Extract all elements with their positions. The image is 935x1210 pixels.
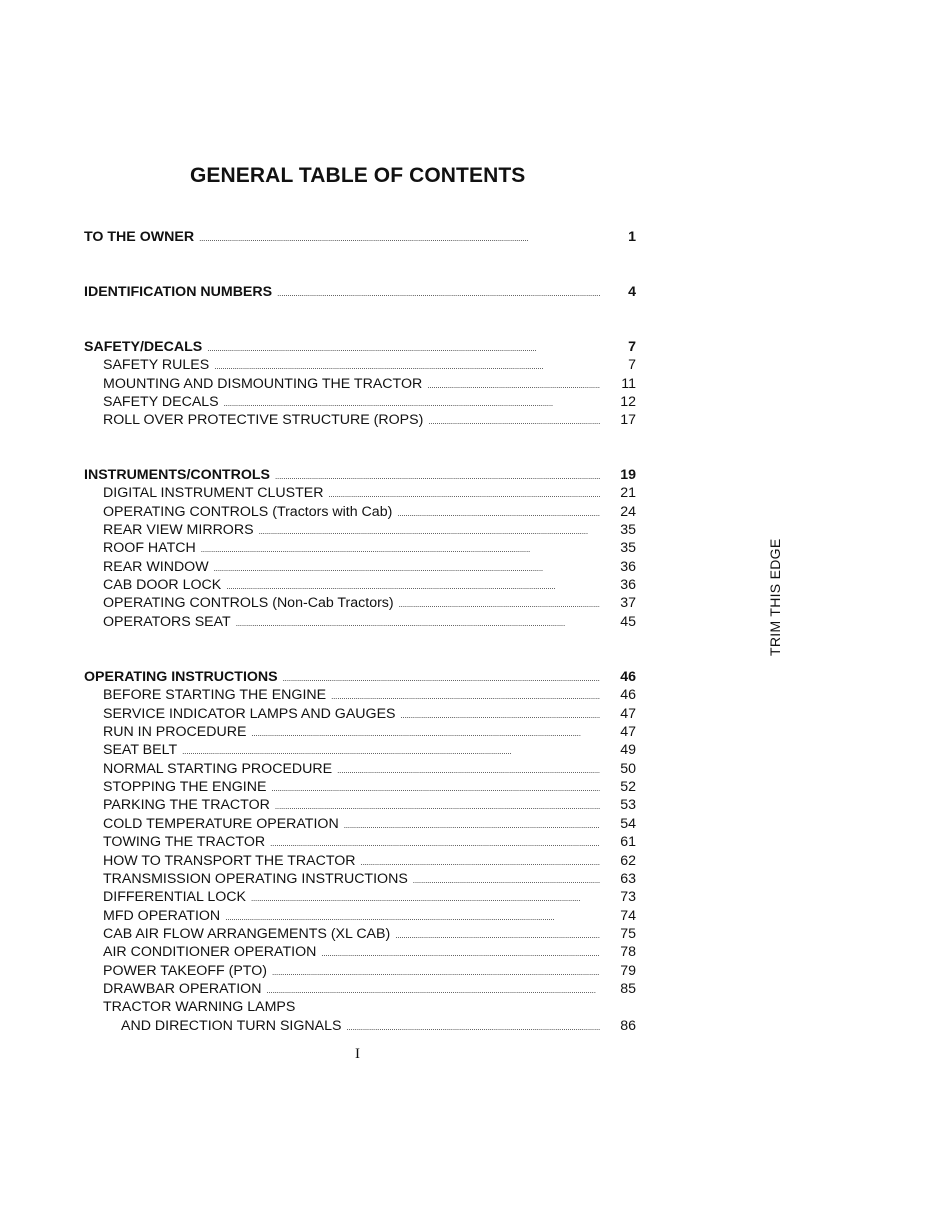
entry-page-number: 17 bbox=[620, 412, 636, 429]
entry-page-number: 21 bbox=[620, 485, 636, 502]
dot-leader bbox=[300, 998, 600, 1016]
entry-title: REAR VIEW MIRRORS bbox=[103, 522, 254, 539]
dot-leader bbox=[275, 466, 600, 484]
entry-title: CAB DOOR LOCK bbox=[103, 577, 222, 594]
dot-leader bbox=[283, 668, 600, 686]
section-heading bbox=[84, 466, 636, 484]
entry-title: SAFETY RULES bbox=[103, 357, 210, 374]
toc-entry bbox=[84, 705, 636, 723]
dot-leader bbox=[328, 484, 600, 502]
entry-page-number: 85 bbox=[620, 980, 636, 997]
toc-entry bbox=[84, 980, 636, 998]
dot-leader bbox=[182, 741, 600, 759]
dot-leader bbox=[236, 613, 600, 631]
entry-title: OPERATING INSTRUCTIONS bbox=[84, 669, 278, 685]
entry-title: SAFETY/DECALS bbox=[84, 339, 203, 355]
toc-entry bbox=[84, 815, 636, 833]
entry-title: OPERATING CONTROLS (Non-Cab Tractors) bbox=[103, 595, 394, 612]
entry-page-number: 4 bbox=[628, 284, 636, 300]
entry-title: NORMAL STARTING PROCEDURE bbox=[103, 760, 333, 777]
entry-page-number: 52 bbox=[620, 779, 636, 796]
toc-entry bbox=[84, 503, 636, 521]
dot-leader bbox=[337, 760, 600, 778]
toc-entry bbox=[84, 888, 636, 906]
entry-page-number: 73 bbox=[620, 889, 636, 906]
entry-page-number: 1 bbox=[628, 229, 636, 245]
entry-title: OPERATORS SEAT bbox=[103, 613, 231, 630]
entry-title: MOUNTING AND DISMOUNTING THE TRACTOR bbox=[103, 375, 423, 392]
toc-entry bbox=[84, 741, 636, 759]
entry-page-number: 36 bbox=[620, 577, 636, 594]
page-number: I bbox=[355, 1046, 360, 1062]
dot-leader bbox=[413, 870, 600, 888]
dot-leader bbox=[401, 705, 601, 723]
entry-page-number: 50 bbox=[620, 760, 636, 777]
entry-title: ROOF HATCH bbox=[103, 540, 196, 557]
entry-title: OPERATING CONTROLS (Tractors with Cab) bbox=[103, 503, 393, 520]
entry-title: DRAWBAR OPERATION bbox=[103, 980, 262, 997]
dot-leader bbox=[224, 393, 600, 411]
entry-title: ROLL OVER PROTECTIVE STRUCTURE (ROPS) bbox=[103, 412, 424, 429]
entry-title: TOWING THE TRACTOR bbox=[103, 834, 266, 851]
toc-entry bbox=[84, 925, 636, 943]
dot-leader bbox=[266, 980, 600, 998]
entry-title: TO THE OWNER bbox=[84, 229, 195, 245]
section-heading bbox=[84, 338, 636, 356]
toc-entry bbox=[84, 558, 636, 576]
entry-title: RUN IN PROCEDURE bbox=[103, 724, 247, 741]
dot-leader bbox=[270, 833, 600, 851]
entry-page-number: 75 bbox=[620, 925, 636, 942]
entry-title: PARKING THE TRACTOR bbox=[103, 797, 270, 814]
dot-leader bbox=[214, 558, 600, 576]
entry-page-number: 63 bbox=[620, 870, 636, 887]
toc-entry bbox=[84, 613, 636, 631]
dot-leader bbox=[272, 962, 600, 980]
entry-page-number: 19 bbox=[620, 467, 636, 483]
section-heading bbox=[84, 668, 636, 686]
entry-page-number: 86 bbox=[620, 1017, 636, 1034]
entry-page-number: 62 bbox=[620, 852, 636, 869]
entry-page-number: 54 bbox=[620, 815, 636, 832]
entry-title: POWER TAKEOFF (PTO) bbox=[103, 962, 267, 979]
entry-page-number: 47 bbox=[620, 724, 636, 741]
dot-leader bbox=[259, 521, 600, 539]
entry-page-number: 78 bbox=[620, 944, 636, 961]
section-heading bbox=[84, 228, 636, 246]
entry-title: DIFFERENTIAL LOCK bbox=[103, 889, 246, 906]
toc-entry bbox=[84, 393, 636, 411]
dot-leader bbox=[201, 539, 600, 557]
entry-title: SERVICE INDICATOR LAMPS AND GAUGES bbox=[103, 705, 396, 722]
dot-leader bbox=[399, 594, 600, 612]
entry-title: TRACTOR WARNING LAMPS bbox=[103, 999, 296, 1016]
section-heading bbox=[84, 283, 636, 301]
entry-page-number: 46 bbox=[620, 669, 636, 685]
entry-title: MFD OPERATION bbox=[103, 907, 221, 924]
toc-entry bbox=[84, 539, 636, 557]
entry-title: AIR CONDITIONER OPERATION bbox=[103, 944, 317, 961]
dot-leader bbox=[199, 228, 600, 246]
entry-page-number: 61 bbox=[620, 834, 636, 851]
dot-leader bbox=[397, 503, 600, 521]
entry-title: TRANSMISSION OPERATING INSTRUCTIONS bbox=[103, 870, 408, 887]
entry-page-number: 47 bbox=[620, 705, 636, 722]
toc-entry bbox=[84, 594, 636, 612]
page-title: GENERAL TABLE OF CONTENTS bbox=[190, 164, 526, 187]
dot-leader bbox=[275, 796, 600, 814]
dot-leader bbox=[214, 356, 600, 374]
entry-title: HOW TO TRANSPORT THE TRACTOR bbox=[103, 852, 356, 869]
entry-page-number: 12 bbox=[620, 394, 636, 411]
trim-edge-note: TRIM THIS EDGE bbox=[767, 538, 783, 656]
entry-title: CAB AIR FLOW ARRANGEMENTS (XL CAB) bbox=[103, 925, 391, 942]
toc-entry bbox=[84, 962, 636, 980]
entry-page-number: 49 bbox=[620, 742, 636, 759]
entry-title: COLD TEMPERATURE OPERATION bbox=[103, 815, 339, 832]
entry-title: REAR WINDOW bbox=[103, 558, 209, 575]
entry-page-number: 46 bbox=[620, 687, 636, 704]
dot-leader bbox=[331, 686, 600, 704]
toc-entry bbox=[84, 796, 636, 814]
entry-page-number: 53 bbox=[620, 797, 636, 814]
toc-entry bbox=[84, 760, 636, 778]
toc-entry bbox=[84, 870, 636, 888]
dot-leader bbox=[344, 815, 600, 833]
dot-leader bbox=[271, 778, 600, 796]
entry-page-number: 11 bbox=[621, 375, 636, 392]
toc-entry bbox=[84, 484, 636, 502]
dot-leader bbox=[428, 411, 600, 429]
entry-title: AND DIRECTION TURN SIGNALS bbox=[121, 1017, 342, 1034]
dot-leader bbox=[395, 925, 600, 943]
entry-page-number: 36 bbox=[620, 558, 636, 575]
toc-entry bbox=[84, 375, 636, 393]
entry-page-number: 7 bbox=[628, 339, 636, 355]
dot-leader bbox=[251, 723, 600, 741]
dot-leader bbox=[427, 375, 600, 393]
toc-entry bbox=[84, 833, 636, 851]
dot-leader bbox=[346, 1017, 600, 1035]
dot-leader bbox=[251, 888, 600, 906]
dot-leader bbox=[207, 338, 600, 356]
entry-page-number: 45 bbox=[620, 613, 636, 630]
toc-entry bbox=[84, 778, 636, 796]
toc-entry bbox=[84, 852, 636, 870]
entry-title: SAFETY DECALS bbox=[103, 394, 219, 411]
dot-leader bbox=[361, 852, 600, 870]
toc-entry bbox=[84, 998, 636, 1016]
entry-page-number: 24 bbox=[620, 503, 636, 520]
entry-title: BEFORE STARTING THE ENGINE bbox=[103, 687, 327, 704]
entry-title: STOPPING THE ENGINE bbox=[103, 779, 267, 796]
toc-entry bbox=[84, 907, 636, 925]
entry-page-number: 7 bbox=[628, 357, 636, 374]
toc-entry bbox=[84, 1017, 636, 1035]
toc-entry bbox=[84, 356, 636, 374]
toc-entry bbox=[84, 576, 636, 594]
toc-entry bbox=[84, 943, 636, 961]
toc-entry bbox=[84, 686, 636, 704]
entry-page-number: 37 bbox=[620, 595, 636, 612]
entry-page-number: 35 bbox=[620, 522, 636, 539]
entry-page-number: 79 bbox=[620, 962, 636, 979]
dot-leader bbox=[321, 943, 600, 961]
dot-leader bbox=[277, 283, 600, 301]
dot-leader bbox=[225, 907, 600, 925]
entry-page-number: 74 bbox=[620, 907, 636, 924]
entry-title: INSTRUMENTS/CONTROLS bbox=[84, 467, 271, 483]
toc-entry bbox=[84, 723, 636, 741]
entry-title: SEAT BELT bbox=[103, 742, 178, 759]
toc-entry bbox=[84, 521, 636, 539]
toc-entry bbox=[84, 411, 636, 429]
entry-title: IDENTIFICATION NUMBERS bbox=[84, 284, 273, 300]
entry-page-number: 35 bbox=[620, 540, 636, 557]
entry-title: DIGITAL INSTRUMENT CLUSTER bbox=[103, 485, 324, 502]
dot-leader bbox=[226, 576, 600, 594]
